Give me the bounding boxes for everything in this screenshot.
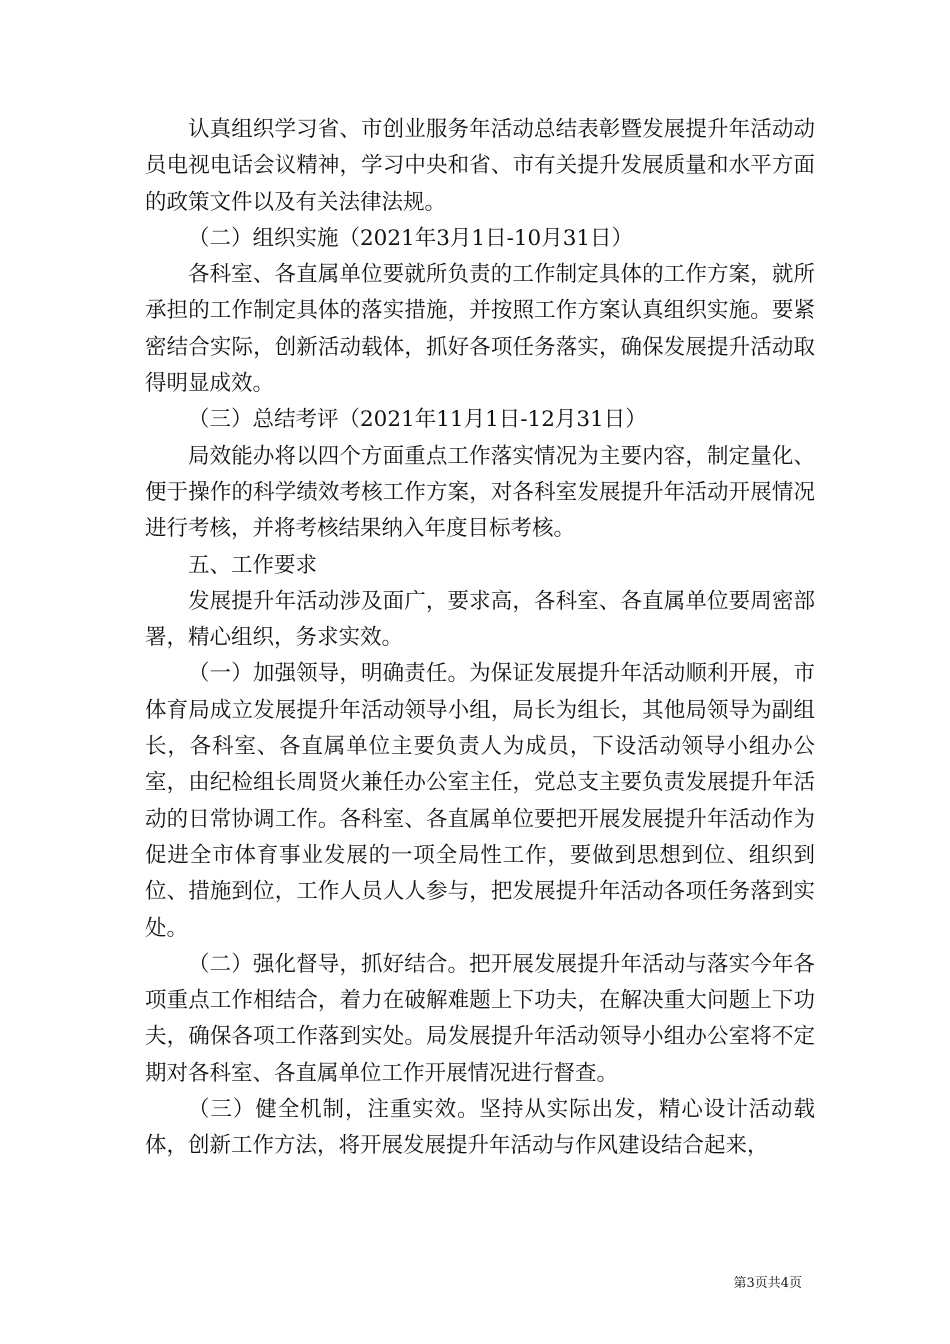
- page-number-footer: 第3页共4页: [733, 1276, 802, 1291]
- paragraph-work-plan: 各科室、各直属单位要就所负责的工作制定具体的工作方案，就所承担的工作制定具体的落实措施，并按照工作方案认真组织实施。要紧密结合实际，创新活动载体，抓好各项任务落实，确保发展提升活动取得明显成效。: [145, 262, 815, 397]
- heading-work-requirements: 五、工作要求: [188, 552, 318, 578]
- heading-summary-evaluation: （三）总结考评（2021年11月1日-12月31日）: [188, 407, 647, 433]
- paragraph-requirements-intro: 发展提升年活动涉及面广，要求高，各科室、各直属单位要周密部署，精心组织，务求实效。: [145, 588, 815, 651]
- heading-organize-implement: （二）组织实施（2021年3月1日-10月31日）: [188, 225, 634, 251]
- paragraph-strengthen-leadership: （一）加强领导，明确责任。为保证发展提升年活动顺利开展，市体育局成立发展提升年活动领导小组，局长为组长，其他局领导为副组长，各科室、各直属单位主要负责人为成员，下设活动领导小组办公室，由纪检组长周贤火兼任办公室主任，党总支主要负责发展提升年活动的日常协调工作。各科室、各直属单位要把开展发展提升年活动作为促进全市体育事业发展的一项全局性工作，要做到思想到位、组织到位、措施到位，工作人员人人参与，把发展提升年活动各项任务落到实处。: [145, 661, 815, 941]
- paragraph-improve-mechanism: （三）健全机制，注重实效。坚持从实际出发，精心设计活动载体，创新工作方法，将开展发展提升年活动与作风建设结合起来，: [145, 1097, 815, 1159]
- paragraph-strengthen-supervision: （二）强化督导，抓好结合。把开展发展提升年活动与落实今年各项重点工作相结合，着力在破解难题上下功夫，在解决重大问题上下功夫，确保各项工作落到实处。局发展提升年活动领导小组办公室将不定期对各科室、各直属单位工作开展情况进行督查。: [145, 951, 815, 1086]
- document-body: [145, 112, 815, 1165]
- paragraph-performance-assessment: 局效能办将以四个方面重点工作落实情况为主要内容，制定量化、便于操作的科学绩效考核工作方案，对各科室发展提升年活动开展情况进行考核，并将考核结果纳入年度目标考核。: [145, 443, 815, 542]
- paragraph-study-meeting: 认真组织学习省、市创业服务年活动总结表彰暨发展提升年活动动员电视电话会议精神，学习中央和省、市有关提升发展质量和水平方面的政策文件以及有关法律法规。: [145, 117, 815, 215]
